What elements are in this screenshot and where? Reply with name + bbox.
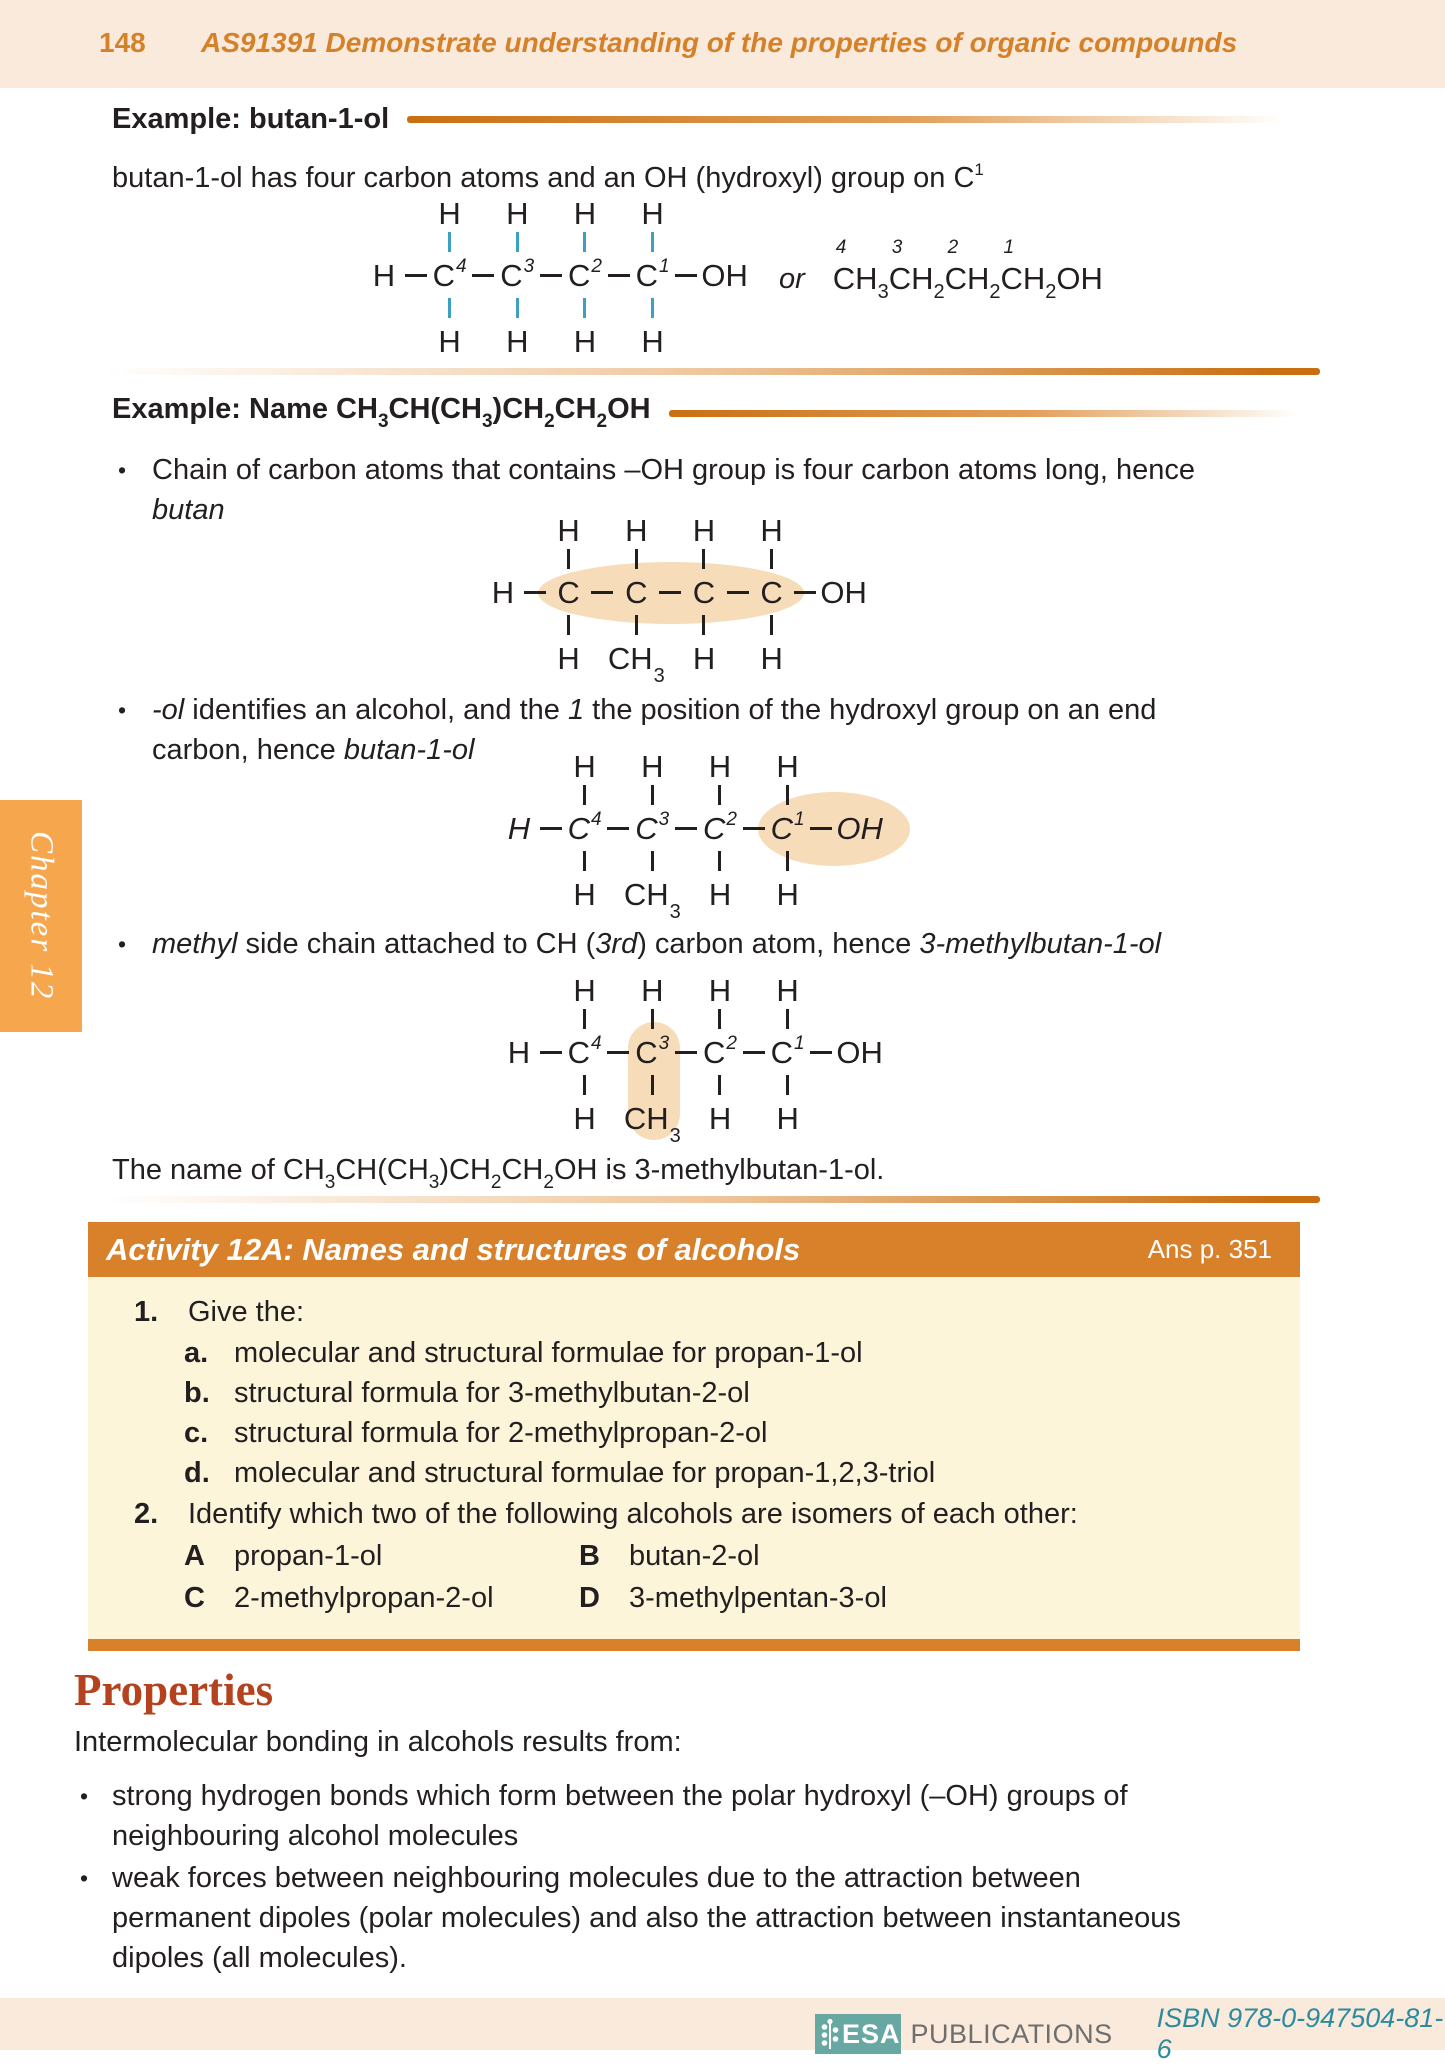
bond-line [659,591,681,594]
option-label: C [184,1582,205,1614]
atom-label: OH [820,574,867,610]
item-label: b. [184,1377,210,1409]
bond-line [786,785,789,805]
atom-label: H [438,195,461,231]
bullet-item [118,924,1161,964]
atom-label: C [760,574,783,610]
bond-line [770,615,773,635]
bullet-text: Chain of carbon atoms that contains –OH group is four carbon atoms long, hence butan [152,454,1195,526]
atom-label: H [557,512,580,548]
bullet-text: weak forces between neighbouring molecules due to the attraction between permanent dipoles (polar molecules) and also the attraction between instantaneous dipoles (all molecules). [112,1862,1181,1974]
bond-line [405,274,427,277]
atom-label: H [708,876,732,912]
bond-line [583,851,586,871]
atom-label: H [641,323,664,359]
example2-heading-row [112,393,1330,433]
bond-line [583,298,586,318]
bond-line [702,615,705,635]
activity-title: Activity 12A: Names and structures of alcohols [106,1231,801,1267]
section-rule [105,1196,1320,1203]
atom-label: H [573,876,596,912]
atom-label: H [506,323,529,359]
bond-line [810,1051,832,1054]
atom-label: C [770,1034,793,1070]
atom-label: H [507,810,531,846]
atom-label: H [573,972,596,1008]
bond-line [448,232,451,252]
bond-line [567,549,570,569]
question-number: 2. [134,1498,159,1530]
bond-line [540,1051,562,1054]
atom-label: OH [836,810,883,846]
item-label: c. [184,1417,209,1449]
atom-label: C [567,1034,590,1070]
condensed-formula: 4 $CH_3$ 3 $CH_2$ 2 $CH_2$ 1 $CH_2OH$ [832,237,1103,303]
bond-line [743,1051,765,1054]
atom-label: C [557,574,580,610]
bond-line [786,1075,789,1095]
answer-page-ref: Ans p. 351 [1147,1234,1272,1264]
atom-label: H [776,1100,799,1136]
activity-bottom-strip [88,1639,1300,1651]
footer [815,2003,1445,2065]
question-2-options [184,1535,1280,1619]
atom-label: C [432,257,455,293]
bond-line [651,232,654,252]
item-label: a. [184,1337,209,1369]
chapter-tab [0,800,82,1032]
option-text: butan-2-ol [629,1540,760,1572]
option-text: propan-1-ol [234,1540,383,1572]
question-text: Give the: [188,1296,305,1328]
structural-formula-methyl-highlight: H H H H H C 4 C 3 C 2 C 1 OH H CH 3 H H [507,972,883,1147]
atom-label: C [635,1034,658,1070]
example1-intro: butan-1-ol has four carbon atoms and an OH (hydroxyl) group on $C^1$ [112,160,984,194]
atom-label: H [507,1034,531,1070]
bond-line [540,274,562,277]
item-label: d. [184,1457,210,1489]
option-label: A [184,1540,205,1572]
esa-logo [815,2014,901,2054]
item-text: molecular and structural formulae for propan-1,2,3-triol [234,1457,936,1489]
atom-label: H [708,972,732,1008]
activity-header [88,1222,1300,1277]
bond-line [727,591,749,594]
atom-label: OH [836,1034,883,1070]
activity-box [88,1222,1300,1651]
bond-line [591,591,613,594]
item-text: structural formula for 2-methylpropan-2-ol [234,1417,768,1449]
header-title: AS91391 Demonstrate understanding of the properties of organic compounds [201,27,1238,58]
atom-label: H [641,195,664,231]
bond-line [524,591,546,594]
option-text: 2-methylpropan-2-ol [234,1582,494,1614]
atom-label: H [641,972,664,1008]
bond-line [718,785,721,805]
bond-line [583,785,586,805]
bond-line [794,591,816,594]
bond-line [702,549,705,569]
bond-line [583,232,586,252]
example2-heading: Example: Name $CH_3CH(CH_3)CH_2CH_2OH$ [112,393,651,432]
option-text: 3-methylpentan-3-ol [629,1582,887,1614]
atom-label: H [776,876,799,912]
properties-heading: Properties [74,1665,274,1715]
item-text: molecular and structural formulae for propan-1-ol [234,1337,863,1369]
example1-heading-row [112,103,1330,136]
or-label: or [779,263,805,295]
activity-body [88,1277,1300,1639]
properties-intro: Intermolecular bonding in alcohols results from: [74,1726,682,1758]
atom-label: H [491,574,515,610]
atom-label: H [641,748,664,784]
bond-line [635,615,638,635]
bond-line [718,1075,721,1095]
question-1-item-b [184,1373,1280,1413]
publisher-name: PUBLICATIONS [910,2018,1113,2049]
structural-formula-chain-highlight: H H H H H C C C C OH H CH 3 H H [491,512,867,687]
bullet-text: strong hydrogen bonds which form between the polar hydroxyl (–OH) groups of neighbouring alcohol molecules [112,1780,1128,1852]
question-2 [108,1493,1280,1535]
bullet-icon: • [118,697,127,723]
atom-label: H [557,640,580,676]
atom-label: H [760,512,783,548]
bullet-icon: • [118,931,127,957]
atom-label: H [708,748,732,784]
bond-line [472,274,494,277]
atom-label: C [500,257,523,293]
bond-line [651,298,654,318]
name-conclusion: The name of $CH_3CH(CH_3)CH_2CH_2OH$ is 3-methylbutan-1-ol. [112,1154,885,1193]
atom-label: H [573,1100,596,1136]
structural-formula-c1-highlight: H H H H H C 4 C 3 C 2 C 1 OH H CH 3 H H [500,748,900,916]
atom-label: H [506,195,529,231]
atom-label: H [372,257,396,293]
atom-label: H [776,972,799,1008]
bond-line [608,274,630,277]
question-1-item-c [184,1413,1280,1453]
atom-label: H [692,640,716,676]
atom-label: CH [623,876,669,912]
atom-label: C [625,574,648,610]
bond-line [718,851,721,871]
atom-label: C [770,810,793,846]
bond-line [810,827,832,830]
item-text: structural formula for 3-methylbutan-2-ol [234,1377,750,1409]
bond-line [651,1009,654,1029]
isbn-text: ISBN 978-0-947504-81-6 [1156,2003,1444,2064]
atom-label: C [567,257,591,293]
bullet-icon: • [118,457,127,483]
bond-line [607,827,629,830]
bond-line [651,851,654,871]
bond-line [770,549,773,569]
bond-line [675,827,697,830]
bond-line [583,1009,586,1029]
bullet-item [80,1858,1181,1978]
atom-label: C [567,810,590,846]
atom-label: H [692,512,716,548]
page-number: 148 [99,27,146,58]
bond-line [743,827,765,830]
bond-line [786,851,789,871]
bond-line [567,615,570,635]
atom-label: H [776,748,799,784]
question-text: Identify which two of the following alcohols are isomers of each other: [188,1498,1078,1530]
atom-label: OH [701,257,748,293]
example1-heading: Example: butan-1-ol [112,103,390,135]
heading-rule [407,116,1330,123]
question-1-item-a [184,1333,1280,1373]
bond-line [516,298,519,318]
bullet-text: methyl side chain attached to CH (3rd) carbon atom, hence 3-methylbutan-1-ol [152,928,1162,960]
question-1-item-d [184,1453,1280,1493]
bullet-icon: • [80,1865,89,1891]
atom-label: CH [607,640,653,676]
structural-formula-butan-1-ol [365,195,1103,363]
heading-rule [669,410,1330,417]
atom-label: CH [623,1100,669,1136]
bond-line [675,1051,697,1054]
bond-line [651,1075,654,1095]
section-rule [105,368,1320,375]
atom-label: C [702,1034,726,1070]
displayed-formula: H H H H H C 4 C 3 C 2 C 1 OH H H H H [372,195,748,359]
chapter-tab-label: Chapter 12 [23,831,60,1001]
atom-label: H [438,323,461,359]
atom-label: C [702,810,726,846]
bond-line [718,1009,721,1029]
atom-label: C [635,257,658,293]
bond-line [786,1009,789,1029]
question-number: 1. [134,1296,159,1328]
atom-label: H [625,512,648,548]
atom-label: C [635,810,658,846]
bond-line [651,785,654,805]
question-1 [108,1291,1280,1333]
bond-line [583,1075,586,1095]
bullet-icon: • [80,1783,89,1809]
option-label: D [579,1582,600,1614]
bond-line [448,298,451,318]
bond-line [516,232,519,252]
bullet-item [80,1776,1128,1856]
atom-label: C [692,574,716,610]
option-label: B [579,1540,600,1572]
atom-label: H [708,1100,732,1136]
esa-leaf-icon [820,2018,840,2050]
atom-label: H [573,195,597,231]
bond-line [675,274,697,277]
bullet-text: -ol identifies an alcohol, and the 1 the position of the hydroxyl group on an end carbon, hence butan-1-ol [152,694,1157,766]
esa-logo-text: ESA [842,2018,901,2049]
bond-line [635,549,638,569]
bond-line [607,1051,629,1054]
atom-label: H [573,748,596,784]
bond-line [540,827,562,830]
atom-label: H [573,323,597,359]
atom-label: H [760,640,783,676]
